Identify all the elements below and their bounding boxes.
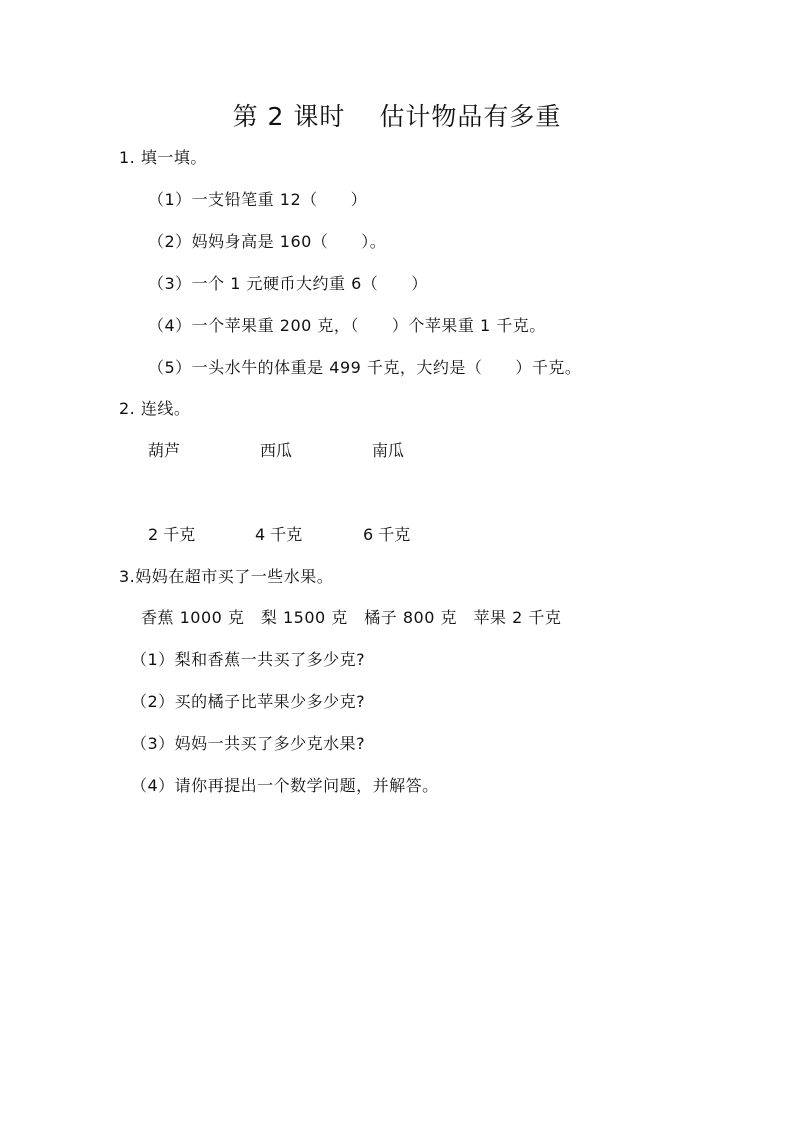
q2-weight-2kg: 2 千克 — [148, 525, 196, 544]
q2-item-watermelon: 西瓜 — [260, 441, 293, 460]
q2-item-pumpkin: 南瓜 — [372, 441, 405, 460]
q1-item-3: （3）一个 1 元硬币大约重 6（ ） — [148, 274, 428, 293]
q1-item-2: （2）妈妈身高是 160（ ）。 — [148, 232, 387, 251]
q3-item-3: （3）妈妈一共买了多少克水果? — [131, 734, 366, 753]
q2-weight-4kg: 4 千克 — [255, 525, 303, 544]
q1-item-5: （5）一头水牛的体重是 499 千克，大约是（ ）千克。 — [148, 358, 582, 377]
lesson-number: 第 2 课时 — [232, 102, 346, 131]
q3-fruit-list: 香蕉 1000 克 梨 1500 克 橘子 800 克 苹果 2 千克 — [141, 608, 562, 627]
q3-item-4: （4）请你再提出一个数学问题，并解答。 — [131, 776, 439, 795]
q2-weight-6kg: 6 千克 — [363, 525, 411, 544]
lesson-topic: 估计物品有多重 — [379, 102, 562, 131]
page-title — [0, 100, 794, 134]
q2-heading: 2. 连线。 — [119, 399, 191, 418]
q2-item-gourd: 葫芦 — [148, 441, 181, 460]
q3-heading: 3.妈妈在超市买了一些水果。 — [119, 567, 334, 586]
q1-heading: 1. 填一填。 — [119, 148, 207, 167]
q3-item-1: （1）梨和香蕉一共买了多少克? — [131, 650, 366, 669]
q3-item-2: （2）买的橘子比苹果少多少克? — [131, 692, 366, 711]
q1-item-4: （4）一个苹果重 200 克，（ ）个苹果重 1 千克。 — [148, 316, 546, 335]
q1-item-1: （1）一支铅笔重 12（ ） — [148, 190, 368, 209]
